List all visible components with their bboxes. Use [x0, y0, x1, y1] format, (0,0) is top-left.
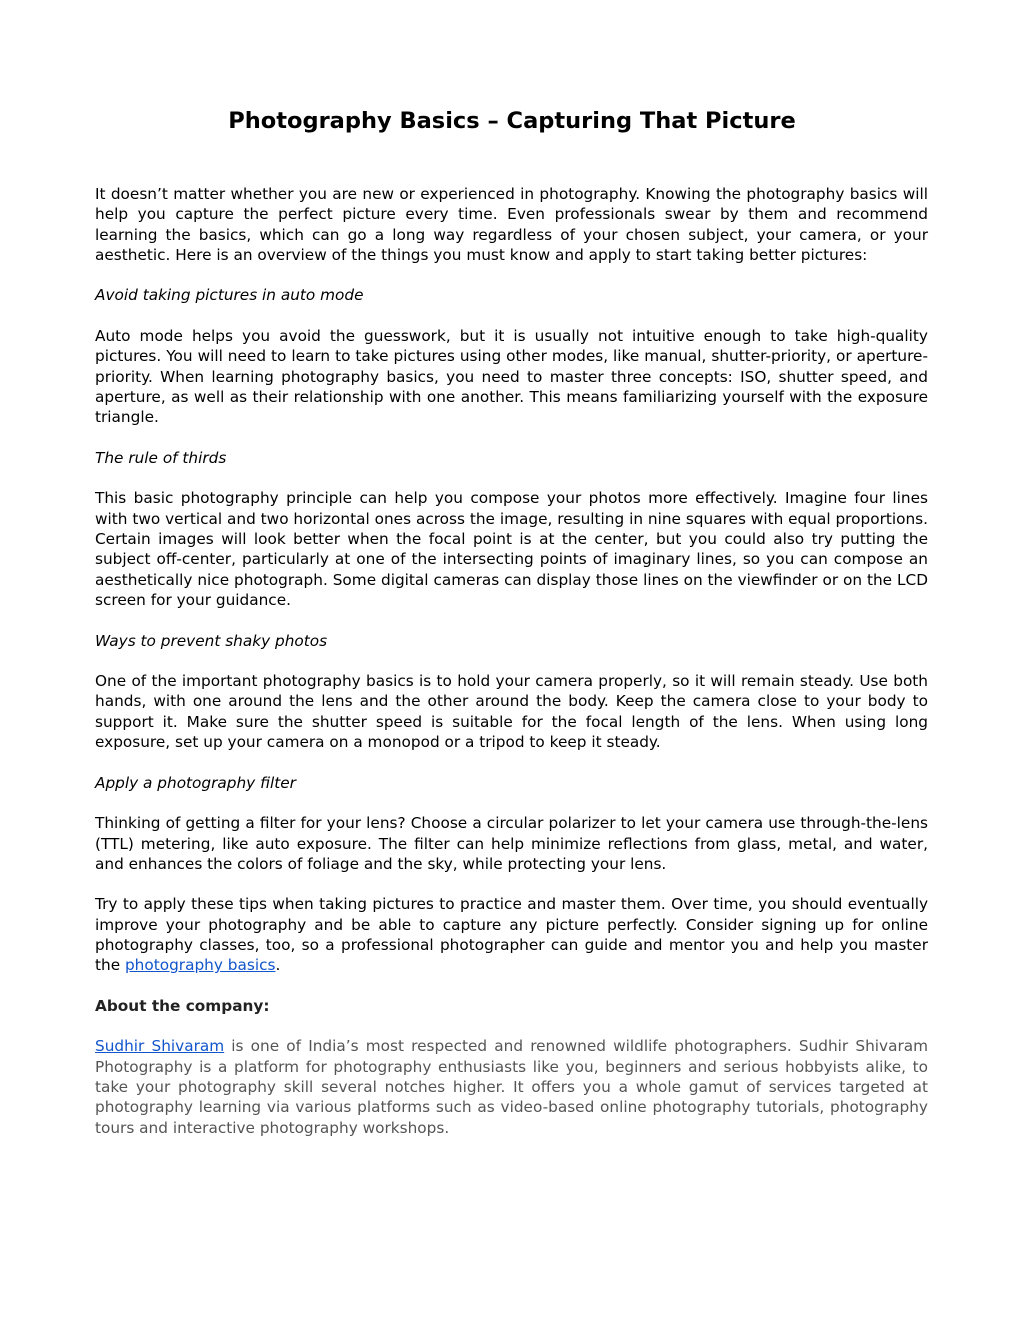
page-title: Photography Basics – Capturing That Picture	[228, 108, 796, 134]
about-heading: About the company:	[95, 996, 270, 1015]
closing-paragraph	[95, 894, 928, 975]
closing-period: .	[275, 956, 281, 975]
section-heading-rule-of-thirds: The rule of thirds	[95, 448, 227, 467]
section-heading-auto-mode: Avoid taking pictures in auto mode	[95, 286, 364, 305]
intro-paragraph: It doesn’t matter whether you are new or experienced in photography. Knowing the photography basics will help you capture the perfect picture every time. Even professionals swear by them and recommend learning the basics, which can go a long way regardless of your chosen subject, your camera, or your aesthetic. Here is an overview of the things you must know and apply to start taking better pictures:	[95, 185, 928, 264]
section-heading-shaky-photos: Ways to prevent shaky photos	[95, 631, 328, 650]
article-body	[95, 184, 928, 1158]
section-body-rule-of-thirds: This basic photography principle can help you compose your photos more effectively. Imagine four lines with two vertical and two horizontal ones across the image, resulting in nine squares with equal proportions. Certain images will look better when the focal point is at the center, but you could also try putting the subject off-center, particularly at one of the intersecting points of imaginary lines, so you can compose an aesthetically nice photograph. Some digital cameras can display those lines on the viewfinder or on the LCD screen for your guidance.	[95, 489, 928, 609]
section-body-photography-filter: Thinking of getting a filter for your lens? Choose a circular polarizer to let your camera use through-the-lens (TTL) metering, like auto exposure. The filter can help minimize reflections from glass, metal, and water, and enhances the colors of foliage and the sky, while protecting your lens.	[95, 814, 928, 873]
section-heading-photography-filter: Apply a photography filter	[95, 773, 296, 792]
section-body-shaky-photos: One of the important photography basics is to hold your camera properly, so it will remain steady. Use both hands, with one around the lens and the other around the body. Keep the camera close to your body to support it. Make sure the shutter speed is suitable for the focal length of the lens. When using long exposure, set up your camera on a monopod or a tripod to keep it steady.	[95, 672, 928, 752]
closing-text: Try to apply these tips when taking pictures to practice and master them. Over time, you should eventually improve your photography and be able to capture any picture perfectly. Consider signing up for online photography classes, too, so a professional photographer can guide and mentor you and help you master the	[95, 895, 928, 975]
sudhir-shivaram-link[interactable]: Sudhir Shivaram	[95, 1037, 225, 1056]
about-paragraph	[95, 1036, 928, 1137]
photography-basics-link[interactable]: photography basics	[124, 956, 276, 975]
about-text: is one of India’s most respected and renowned wildlife photographers. Sudhir Shivaram Photography is a platform for photography enthusiasts like you, beginners and serious hobbyists alike, to take your photography skill several notches higher. It offers you a whole gamut of services targeted at photography learning via various platforms such as video-based online photography tutorials, photography tours and interactive photography workshops.	[95, 1037, 929, 1137]
section-body-auto-mode: Auto mode helps you avoid the guesswork, but it is usually not intuitive enough to take high-quality pictures. You will need to learn to take pictures using other modes, like manual, shutter-priority, or aperture-priority. When learning photography basics, you need to master three concepts: ISO, shutter speed, and aperture, as well as their relationship with one another. This means familiarizing yourself with the exposure triangle.	[95, 327, 928, 427]
